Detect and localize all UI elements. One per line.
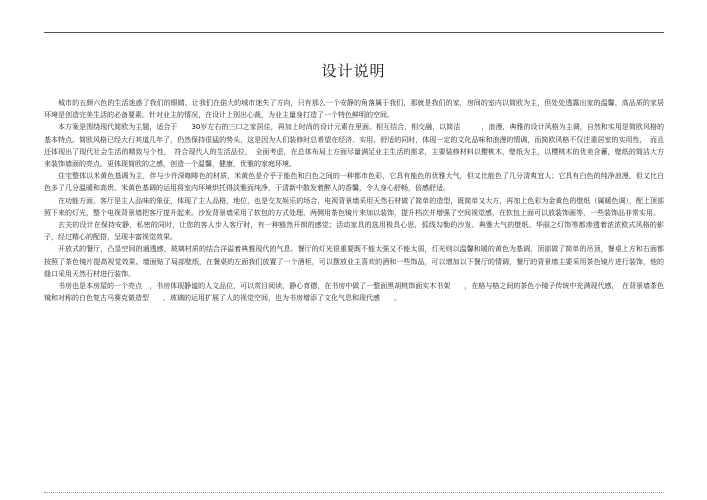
paragraph-color: 住宅整体以米黄色基调为主，伴与少许深咖啡色的材质，米黄色是介乎于能色和白色之间的一种都市色彩，它具有能色的优雅大气，但又比能色了几分清爽宜人；它具有白色的纯净浪漫，但又比白色多了几分温暖和高贵。米黄色基调的运用将室内环境烘托得淡雅而纯净，于清新中散发着醉人的香馨，令人身心舒畅，倍感舒适。	[44, 172, 664, 193]
paragraph-intro: 城市的五颜六色的生活迷惑了我们的眼睛，让我们在偌大的城市迷失了方向，只有那么一个安静的角落属于我们，那就是我们的家，房间的室内以简欧为主，但处处透露出家的温馨，高品质的家居环境是创造完美生活的必备要素。针对业主的情况，在设计上别出心裁，为业主量身打造了一个特色鲜明的空间。	[44, 99, 664, 120]
paragraph-entrance: 玄关的设计在保持安静，私密的同时，让您的客人步入客厅时，有一种豁然开朗的感觉；活动家具的选用极具心思，弧线勾勒的沙发、典雅大气的壁纸、华丽之灯饰等都渗透着浓浓欧式风格的影子，经过精心的配搭，呈现丰富视觉效果。	[44, 221, 664, 242]
paragraph-dining: 开放式的餐厅，凸显空间的通透感，玻璃材质的结合洋溢着典雅现代的气息。餐厅的灯光很重要既不能太强又不能太弱，灯光则以温馨和暖的黄色为基调，顶部做了简单的吊顶，餐桌上方和右面都按照了茶色镜片提高视觉效果。墙面贴了局部壁纸，在餐桌的左面我们放置了一个酒柜，可以摆放业主喜欢的酒和一些饰品，可以增加以下餐厅的情调，餐厅的背景墙主要采用茶色镜片进行装饰，他的缝口采用天然石材进行装饰。	[44, 245, 664, 278]
paragraph-living-room: 在功能方面，客厅是主人品味的象征，体现了主人品格，地位，也是交友娱乐的场合，电视背景墙采用天然石材做了简单的造型，既简单又大方，再加上色彩为金黄色的壁纸（属暖色调），配上顶部照下来的灯光，整个电视背景墙把客厅提升起来。沙发背景墙采用了软包的方式处理，两侧用茶色镜片来加以装饰，提升档次并增强了空间视觉感，在软包上面可以放装饰画等，一些装饰品非常实用。	[44, 196, 664, 217]
document-body	[44, 97, 664, 304]
footer-rule	[44, 492, 664, 493]
paragraph-study: 书房也是本房屋的一个亮点 ，书房体现静谧的人文品位，可以赏目阅读，静心育德，在书房中做了一整面黑胡桃饰面实木书架 ，在格与格之间的茶色小镜子传统中充满现代感， 在背景墙茶色镜和对称的白色复古马赛克做造型 ，玻璃的运用扩展了人的视觉空间，也为书房增添了文化气息和现代感 。	[44, 282, 664, 303]
paragraph-theme: 本方案是围绕现代简欧为主题，适合于 30岁左右的三口之家居住，再加上时尚的设计元素在里面。相互结合，相交融，以简洁 ，浪漫，典雅的设计风格为主调，自然和实用是简欧风格的基本特点。简欧风格已经大行其道几年了，仍然保持很猛的势头，这是因为人们装修时总希望在经济、实用、舒适的同时，体现一定的文化品味和浪漫的情调，而简欧风格不仅注重居室的实用性， 而且还体现出了现代社会生活的精致与个性， 符合现代人的生活品位， 全面考虑，在总体布局上方面尽量满足业主生活的需求，主要装修材料以樱桃木，壁纸为主，以樱桃木的优美含蓄，壁纸的简洁大方来装饰墙面的亮点。更体现简欧的之感，创造一个温馨，健康，优雅的家庭环境。	[44, 123, 664, 169]
page-title: 设计说明	[321, 62, 386, 80]
header-rule	[44, 32, 664, 33]
